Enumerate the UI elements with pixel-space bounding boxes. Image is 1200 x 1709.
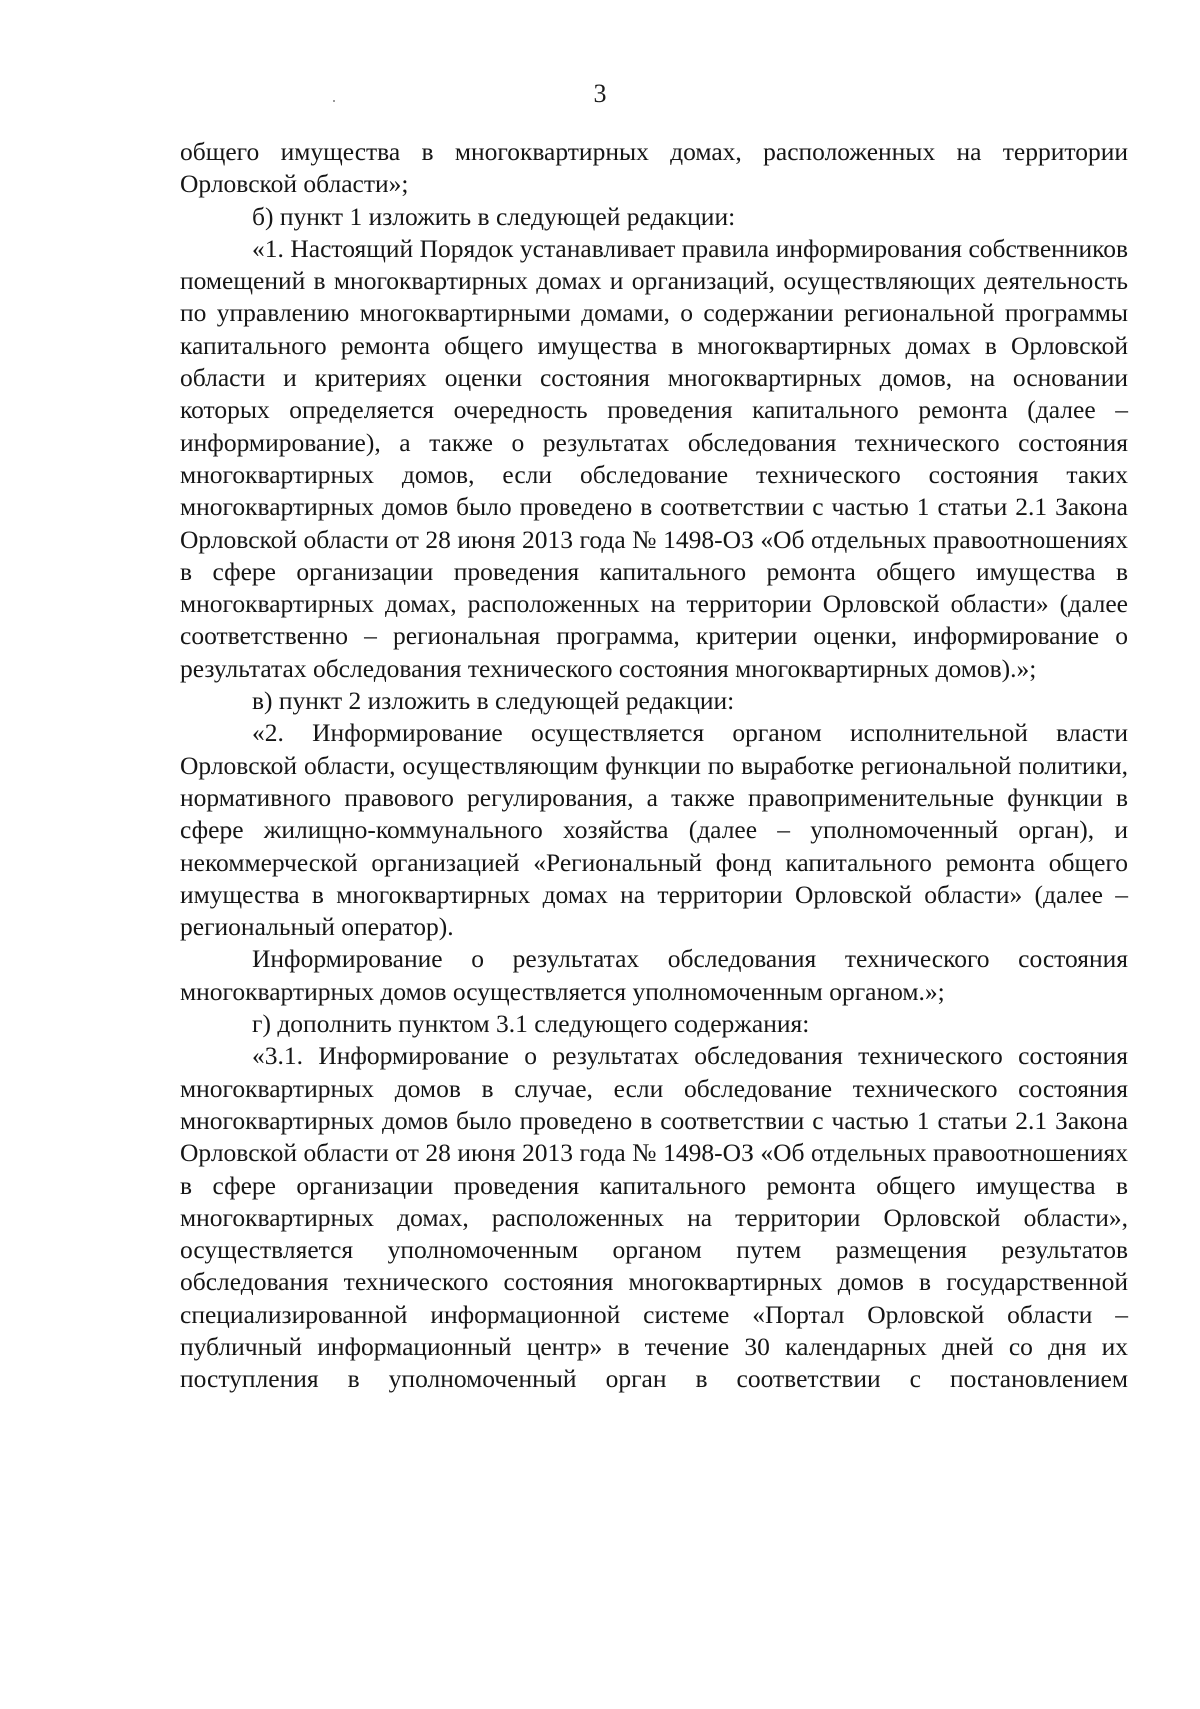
paragraph-item-g: г) дополнить пунктом 3.1 следующего содержания: [252, 1009, 810, 1039]
paragraph-continuation: общего имущества в многоквартирных домах, расположенных на территории Орловской области»; [180, 137, 1128, 199]
paragraph-clause-3-1: «3.1. Информирование о результатах обследования технического состояния многоквартирных домов в случае, если обследование технического состояния многоквартирных домов было проведено в соответствии с частью 1 статьи 2.1 Закона Орловской области от 28 июня 2013 года № 1498-ОЗ «Об отдельных правоотношениях в сфере организации проведения капитального ремонта общего имущества в многоквартирных домах, расположенных на территории Орловской области», осуществляется уполномоченным органом путем размещения результатов обследования технического состояния многоквартирных домов в государственной специализированной информационной системе «Портал Орловской области – публичный информационный центр» в течение 30 календарных дней со дня их поступления в уполномоченный орган в соответствии с постановлением [180, 1041, 1128, 1394]
document-body [180, 136, 1128, 1396]
paragraph-clause-2-part-2: Информирование о результатах обследования технического состояния многоквартирных домов осуществляется уполномоченным органом.»; [180, 944, 1128, 1006]
paragraph-item-v: в) пункт 2 изложить в следующей редакции: [252, 686, 735, 716]
paragraph-item-b: б) пункт 1 изложить в следующей редакции: [252, 201, 736, 231]
scan-speck [333, 100, 335, 102]
paragraph-clause-2: «2. Информирование осуществляется органом исполнительной власти Орловской области, осуществляющим функции по выработке региональной политики, нормативного правового регулирования, а также правоприменительные функции в сфере жилищно-коммунального хозяйства (далее – уполномоченный орган), и некоммерческой организацией «Региональный фонд капитального ремонта общего имущества в многоквартирных домах на территории Орловской области» (далее – региональный оператор). [180, 718, 1128, 942]
page-number: 3 [593, 79, 607, 108]
paragraph-clause-1: «1. Настоящий Порядок устанавливает правила информирования собственников помещений в многоквартирных домах и организаций, осуществляющих деятельность по управлению многоквартирными домами, о содержании региональной программы капитального ремонта общего имущества в многоквартирных домах в Орловской области и критериях оценки состояния многоквартирных домов, на основании которых определяется очередность проведения капитального ремонта (далее – информирование), а также о результатах обследования технического состояния многоквартирных домов, если обследование технического состояния таких многоквартирных домов было проведено в соответствии с частью 1 статьи 2.1 Закона Орловской области от 28 июня 2013 года № 1498-ОЗ «Об отдельных правоотношениях в сфере организации проведения капитального ремонта общего имущества в многоквартирных домах, расположенных на территории Орловской области» (далее соответственно – региональная программа, критерии оценки, информирование о результатах обследования технического состояния многоквартирных домов).»; [180, 233, 1128, 683]
